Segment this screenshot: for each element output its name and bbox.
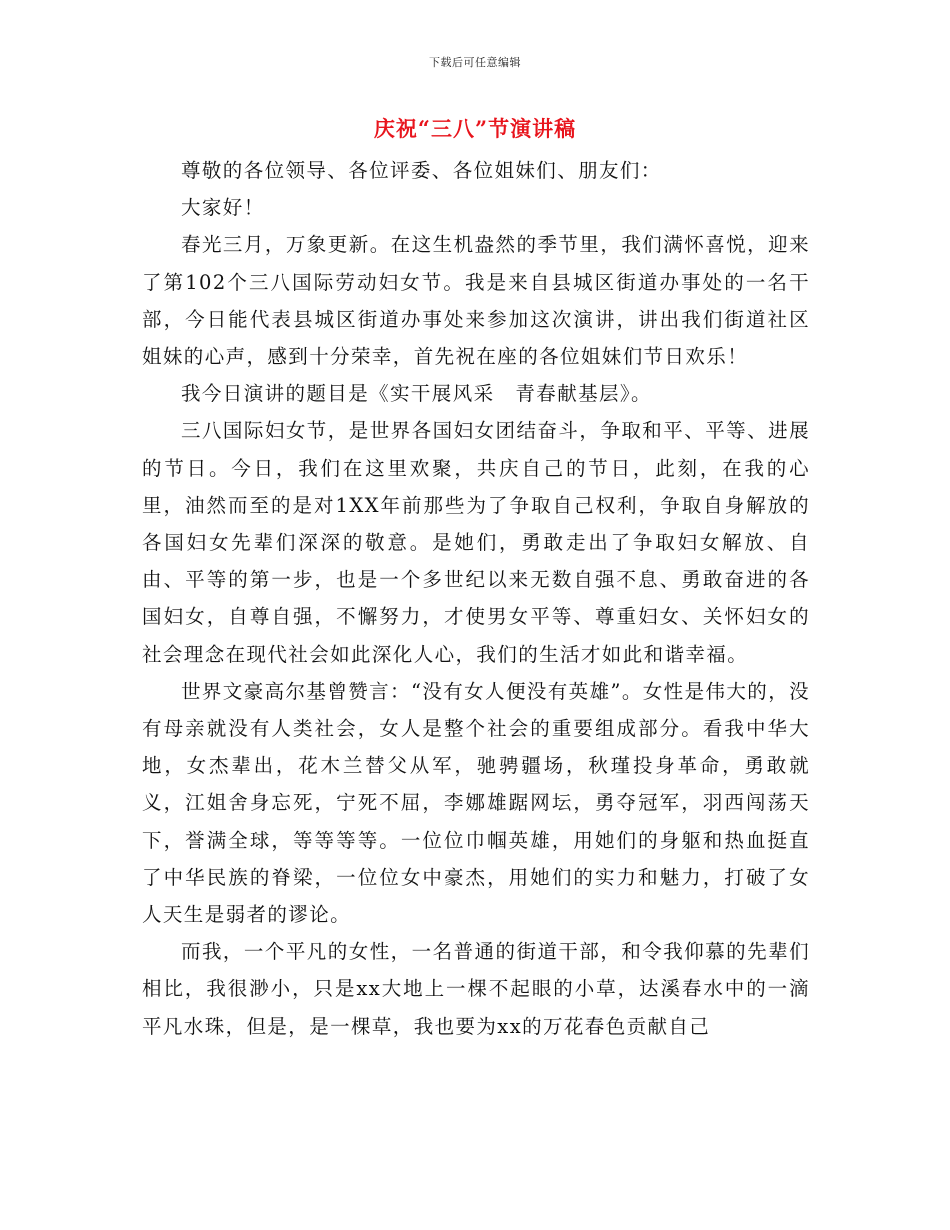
header-note: 下载后可任意编辑 [429,56,521,69]
paragraph-greeting: 大家好！ [181,196,265,220]
paragraph-topic: 我今日演讲的题目是《实干展风采 青春献基层》。 [181,382,652,406]
paragraph-opening: 春光三月，万象更新。在这生机盎然的季节里，我们满怀喜悦，迎来了第102个三八国际劳动妇女节。我是来自县城区街道办事处的一名干部，今日能代表县城区街道办事处来参加这次演讲，讲出我们街道社区姐妹的心声，感到十分荣幸，首先祝在座的各位姐妹们节日欢乐！ [142,233,810,369]
document-title: 庆祝“三八”节演讲稿 [373,116,577,141]
paragraph-salutation: 尊敬的各位领导、各位评委、各位姐妹们、朋友们： [181,159,662,182]
paragraph-history: 三八国际妇女节，是世界各国妇女团结奋斗，争取和平、平等、进展的节日。今日，我们在这里欢聚，共庆自己的节日，此刻，在我的心里，油然而至的是对1XX年前那些为了争取自己权利，争取自身解放的各国妇女先辈们深深的敬意。是她们，勇敢走出了争取妇女解放、自由、平等的第一步，也是一个多世纪以来无数自强不息、勇敢奋进的各国妇女，自尊自强，不懈努力，才使男女平等、尊重妇女、关怀妇女的社会理念在现代社会如此深化人心，我们的生活才如此和谐幸福。 [142,419,810,666]
paragraph-heroines: 世界文豪高尔基曾赞言：“没有女人便没有英雄”。女性是伟大的，没有母亲就没有人类社会，女人是整个社会的重要组成部分。看我中华大地，女杰辈出，花木兰替父从军，驰骋疆场，秋瑾投身革命，勇敢就义，江姐舍身忘死，宁死不屈，李娜雄踞网坛，勇夺冠军，羽西闯荡天下，誉满全球，等等等等。一位位巾帼英雄，用她们的身躯和热血挺直了中华民族的脊梁，一位位女中豪杰，用她们的实力和魅力，打破了女人天生是弱者的谬论。 [142,679,810,927]
paragraph-personal: 而我，一个平凡的女性，一名普通的街道干部，和令我仰慕的先辈们相比，我很渺小，只是xx大地上一棵不起眼的小草，达溪春水中的一滴平凡水珠，但是，是一棵草，我也要为xx的万花春色贡献自己 [142,940,810,1038]
document-body [142,152,810,1045]
